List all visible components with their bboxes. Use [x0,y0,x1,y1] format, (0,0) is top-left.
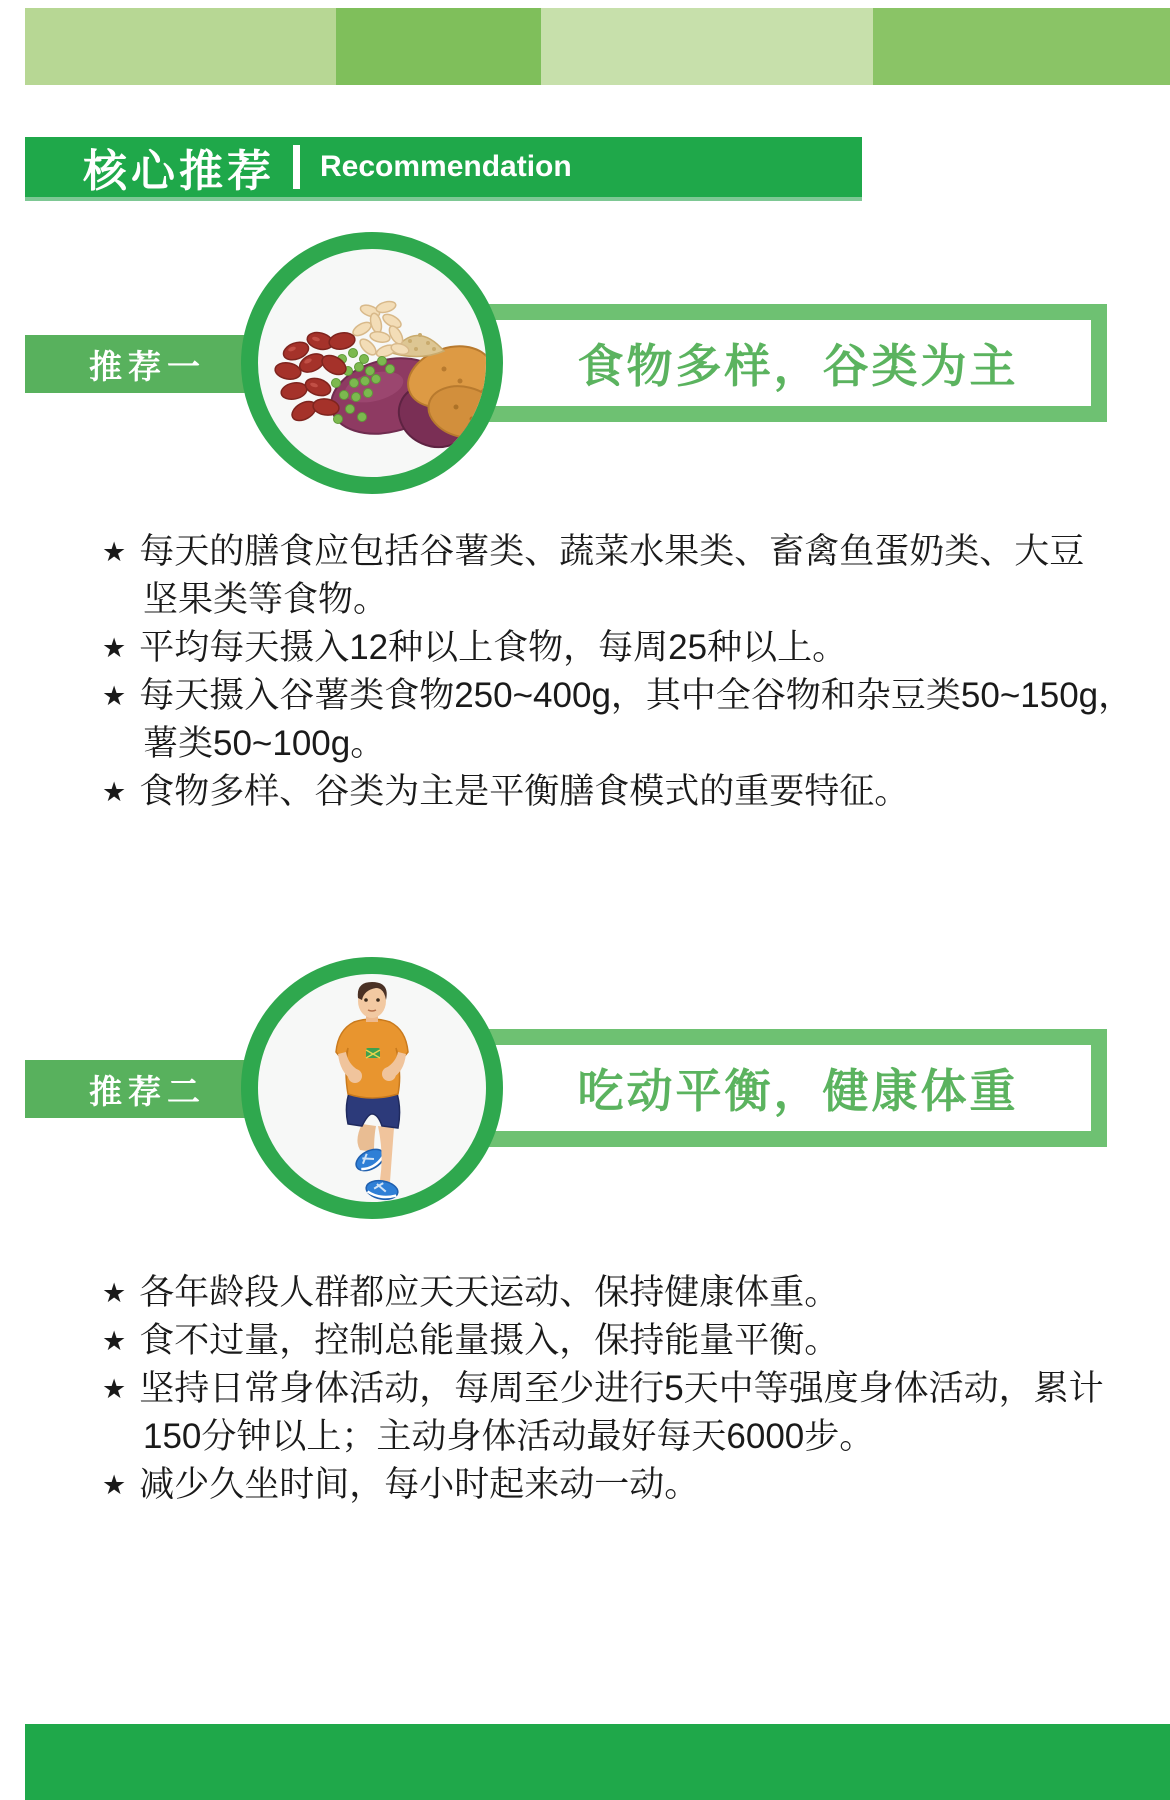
header-title-zh: 核心推荐 [83,147,275,196]
bullet-text: 食不过量，控制总能量摄入，保持能量平衡。 [139,1321,840,1360]
bullet-text: 每天摄入谷薯类食物250~400g，其中全谷物和杂豆类50~150g， [139,676,1134,715]
grains-beans-tubers-illustration [258,249,486,477]
section1-bullet-list [102,528,1133,816]
star-bullet-icon: ★ [102,777,127,807]
stripe-segment-4 [873,8,1170,85]
star-bullet-icon: ★ [102,681,127,711]
header-bar [25,137,862,201]
section2-illustration-circle [241,957,503,1219]
star-bullet-icon: ★ [102,1470,127,1500]
bullet-item [102,1365,1104,1413]
section1-banner-title: 食物多样，谷类为主 [577,340,1019,392]
stripe-segment-1 [25,8,336,85]
bullet-text: 坚持日常身体活动，每周至少进行5天中等强度身体活动，累计 [139,1369,1104,1408]
section1-label-bar [25,335,270,393]
header-title-en: Recommendation [320,150,572,183]
top-stripe-band [25,8,1170,85]
section2-label: 推荐二 [89,1072,206,1110]
section2-title-banner [455,1029,1107,1147]
bullet-item [102,672,1133,720]
bullet-text: 各年龄段人群都应天天运动、保持健康体重。 [139,1273,840,1312]
bullet-item [102,1317,1104,1365]
star-bullet-icon: ★ [102,1278,127,1308]
stripe-segment-3 [541,8,873,85]
bullet-item [102,1461,1104,1509]
section2-banner-title: 吃动平衡，健康体重 [577,1065,1019,1117]
runner-illustration [258,974,486,1202]
star-bullet-icon: ★ [102,1326,127,1356]
section1-title-banner [455,304,1107,422]
bullet-text: 150分钟以上；主动身体活动最好每天6000步。 [143,1417,875,1456]
header-separator [293,145,300,189]
bottom-green-band [25,1724,1170,1800]
bullet-item [102,624,1133,672]
section2-label-bar [25,1060,270,1118]
star-bullet-icon: ★ [102,633,127,663]
section1-label: 推荐一 [89,347,206,385]
bullet-item [102,768,1133,816]
bullet-text: 每天的膳食应包括谷薯类、蔬菜水果类、畜禽鱼蛋奶类、大豆 [139,532,1085,571]
star-bullet-icon: ★ [102,537,127,567]
bullet-text: 食物多样、谷类为主是平衡膳食模式的重要特征。 [139,772,910,811]
bullet-item-continuation [102,1413,1104,1461]
bullet-item [102,1269,1104,1317]
section2-bullet-list [102,1269,1104,1509]
stripe-segment-2 [336,8,541,85]
bullet-text: 减少久坐时间，每小时起来动一动。 [139,1465,700,1504]
bullet-item-continuation [102,576,1133,624]
section1-illustration-circle [241,232,503,494]
bullet-text: 薯类50~100g。 [143,724,386,763]
bullet-text: 平均每天摄入12种以上食物，每周25种以上。 [139,628,848,667]
bullet-item-continuation [102,720,1133,768]
star-bullet-icon: ★ [102,1374,127,1404]
bullet-item [102,528,1133,576]
bullet-text: 坚果类等食物。 [143,580,389,619]
